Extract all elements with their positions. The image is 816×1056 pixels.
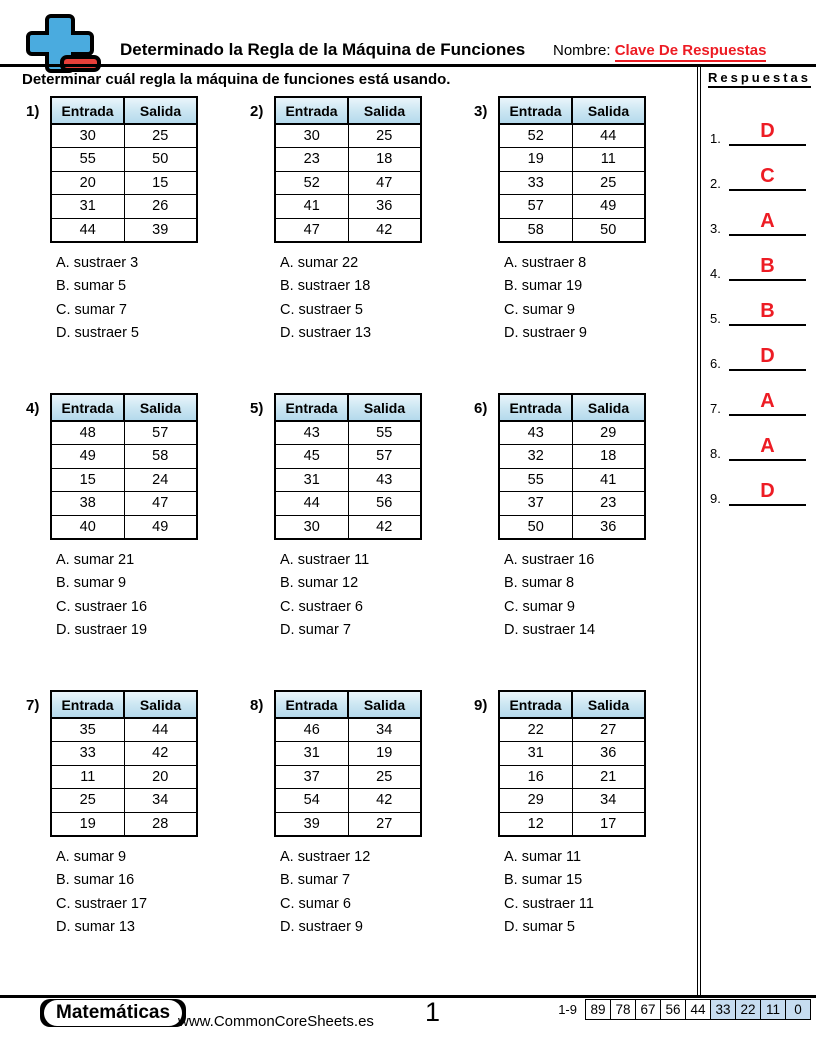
table-row (499, 515, 645, 539)
entrada-value: 52 (499, 124, 572, 148)
choices-list (56, 846, 248, 940)
function-table (274, 96, 422, 243)
entrada-value: 44 (275, 492, 348, 516)
answers-column (697, 67, 816, 995)
entrada-value: 31 (275, 468, 348, 492)
choice-option: B. sumar 7 (280, 872, 351, 888)
answer-letter: A (729, 391, 806, 416)
score-cell: 67 (635, 999, 661, 1020)
choice-option: D. sumar 7 (280, 622, 351, 638)
entrada-value: 33 (499, 171, 572, 195)
choice-option: A. sumar 9 (56, 848, 127, 865)
entrada-value: 43 (275, 421, 348, 445)
salida-value: 41 (572, 468, 645, 492)
choice-option: D. sumar 13 (56, 919, 135, 935)
answer-letter: D (729, 121, 806, 146)
table-row (51, 421, 197, 445)
score-cell: 11 (760, 999, 786, 1020)
salida-value: 36 (572, 742, 645, 766)
salida-value: 20 (124, 765, 197, 789)
problem-block (248, 393, 472, 690)
table-row (275, 421, 421, 445)
brand-name: Matemáticas (44, 1000, 182, 1026)
table-row (275, 789, 421, 813)
problem-number: 9) (474, 697, 488, 714)
page-number: 1 (425, 997, 441, 1027)
answer-letter: B (729, 256, 806, 281)
choice-option: A. sustraer 8 (504, 254, 587, 271)
answer-number: 2. (710, 176, 721, 191)
entrada-value: 35 (51, 718, 124, 742)
answer-letter: A (729, 436, 806, 461)
table-body (499, 421, 645, 539)
table-row (499, 218, 645, 242)
salida-value: 27 (572, 718, 645, 742)
salida-header: Salida (124, 691, 197, 718)
function-table (498, 96, 646, 243)
problem-block (472, 393, 692, 690)
site-url: www.CommonCoreSheets.es (178, 1013, 374, 1030)
problem-number: 1) (26, 103, 40, 120)
table-row (51, 718, 197, 742)
choice-option: A. sustraer 16 (504, 551, 595, 568)
salida-value: 50 (572, 218, 645, 242)
salida-value: 28 (124, 812, 197, 836)
table-row (51, 171, 197, 195)
entrada-header: Entrada (275, 97, 348, 124)
name-line (553, 42, 766, 59)
table-row (499, 171, 645, 195)
problem-block (24, 96, 248, 393)
table-row (275, 812, 421, 836)
entrada-value: 37 (499, 492, 572, 516)
entrada-value: 30 (275, 124, 348, 148)
salida-value: 34 (572, 789, 645, 813)
function-table (274, 393, 422, 540)
entrada-header: Entrada (499, 394, 572, 421)
answer-row (698, 240, 816, 285)
entrada-value: 49 (51, 445, 124, 469)
score-cell: 0 (785, 999, 811, 1020)
entrada-header: Entrada (275, 394, 348, 421)
page-title: Determinado la Regla de la Máquina de Funciones (120, 40, 526, 59)
table-row (275, 492, 421, 516)
table-row (275, 195, 421, 219)
answer-row (698, 375, 816, 420)
problem-number: 5) (250, 400, 264, 417)
entrada-value: 19 (51, 812, 124, 836)
salida-value: 49 (124, 515, 197, 539)
problem-block (472, 690, 692, 987)
entrada-value: 25 (51, 789, 124, 813)
table-row (275, 718, 421, 742)
salida-value: 25 (572, 171, 645, 195)
answer-row (698, 285, 816, 330)
salida-value: 44 (572, 124, 645, 148)
function-table (50, 690, 198, 837)
salida-value: 49 (572, 195, 645, 219)
salida-value: 25 (348, 124, 421, 148)
score-cell: 89 (585, 999, 611, 1020)
entrada-value: 45 (275, 445, 348, 469)
entrada-value: 30 (51, 124, 124, 148)
choices-list (504, 549, 692, 643)
choice-option: A. sumar 21 (56, 551, 135, 568)
choice-option: D. sustraer 9 (504, 325, 587, 341)
answer-letter: B (729, 301, 806, 326)
salida-header: Salida (572, 394, 645, 421)
answer-row (698, 330, 816, 375)
choice-option: A. sumar 22 (280, 254, 359, 271)
entrada-value: 46 (275, 718, 348, 742)
entrada-value: 38 (51, 492, 124, 516)
footer-divider (0, 995, 816, 998)
entrada-value: 31 (499, 742, 572, 766)
entrada-value: 32 (499, 445, 572, 469)
salida-value: 57 (348, 445, 421, 469)
choice-option: D. sustraer 19 (56, 622, 148, 638)
table-row (499, 124, 645, 148)
entrada-value: 55 (51, 148, 124, 172)
entrada-value: 11 (51, 765, 124, 789)
answer-row (698, 465, 816, 510)
answer-number: 7. (710, 401, 721, 416)
table-body (275, 421, 421, 539)
table-row (51, 124, 197, 148)
table-row (51, 468, 197, 492)
answer-row (698, 150, 816, 195)
table-row (499, 445, 645, 469)
choice-option: B. sustraer 18 (280, 278, 371, 294)
entrada-value: 39 (275, 812, 348, 836)
salida-value: 34 (124, 789, 197, 813)
salida-value: 27 (348, 812, 421, 836)
salida-value: 36 (572, 515, 645, 539)
entrada-header: Entrada (51, 691, 124, 718)
entrada-value: 30 (275, 515, 348, 539)
salida-header: Salida (572, 691, 645, 718)
salida-value: 34 (348, 718, 421, 742)
salida-value: 21 (572, 765, 645, 789)
problem-block (472, 96, 692, 393)
choice-option: B. sumar 8 (504, 575, 575, 591)
table-row (51, 515, 197, 539)
table-row (51, 812, 197, 836)
answer-row (698, 195, 816, 240)
entrada-value: 31 (275, 742, 348, 766)
salida-value: 44 (124, 718, 197, 742)
table-row (499, 789, 645, 813)
table-row (51, 218, 197, 242)
instruction-text: Determinar cuál regla la máquina de funciones está usando. (22, 71, 451, 88)
choice-option: B. sumar 19 (504, 278, 583, 294)
entrada-header: Entrada (51, 394, 124, 421)
score-range-label: 1-9 (558, 1002, 577, 1017)
salida-value: 50 (124, 148, 197, 172)
table-row (499, 765, 645, 789)
answer-letter: A (729, 211, 806, 236)
entrada-value: 16 (499, 765, 572, 789)
table-row (51, 148, 197, 172)
table-row (499, 742, 645, 766)
salida-value: 36 (348, 195, 421, 219)
answer-number: 8. (710, 446, 721, 461)
table-body (51, 124, 197, 242)
salida-header: Salida (572, 97, 645, 124)
salida-value: 58 (124, 445, 197, 469)
problem-number: 4) (26, 400, 40, 417)
salida-value: 24 (124, 468, 197, 492)
problem-number: 8) (250, 697, 264, 714)
salida-value: 18 (348, 148, 421, 172)
brand-badge (40, 999, 186, 1027)
answer-letter: D (729, 346, 806, 371)
table-row (499, 468, 645, 492)
table-body (499, 124, 645, 242)
choices-list (56, 252, 248, 346)
score-cell: 33 (710, 999, 736, 1020)
choices-list (280, 252, 472, 346)
entrada-value: 29 (499, 789, 572, 813)
choice-option: D. sumar 5 (504, 919, 575, 935)
entrada-value: 33 (51, 742, 124, 766)
entrada-value: 44 (51, 218, 124, 242)
table-row (275, 468, 421, 492)
choice-option: C. sustraer 16 (56, 598, 148, 615)
salida-value: 15 (124, 171, 197, 195)
choice-option: A. sustraer 12 (280, 848, 371, 865)
answers-list (698, 105, 816, 510)
choice-option: C. sustraer 11 (504, 895, 594, 912)
answers-column-divider (700, 67, 701, 995)
function-table (50, 393, 198, 540)
table-row (275, 148, 421, 172)
salida-value: 29 (572, 421, 645, 445)
entrada-value: 20 (51, 171, 124, 195)
choice-option: C. sustraer 6 (280, 598, 363, 615)
table-row (275, 445, 421, 469)
answer-number: 6. (710, 356, 721, 371)
salida-value: 55 (348, 421, 421, 445)
table-body (499, 718, 645, 836)
table-row (499, 421, 645, 445)
salida-header: Salida (348, 691, 421, 718)
table-row (51, 742, 197, 766)
table-row (499, 195, 645, 219)
choice-option: B. sumar 15 (504, 872, 583, 888)
problem-number: 7) (26, 697, 40, 714)
problem-number: 2) (250, 103, 264, 120)
table-body (275, 124, 421, 242)
salida-header: Salida (348, 97, 421, 124)
choice-option: A. sumar 11 (504, 848, 582, 865)
table-row (275, 218, 421, 242)
table-row (499, 718, 645, 742)
salida-value: 42 (348, 789, 421, 813)
answer-number: 4. (710, 266, 721, 281)
entrada-value: 50 (499, 515, 572, 539)
salida-header: Salida (124, 394, 197, 421)
function-table (50, 96, 198, 243)
choice-option: D. sustraer 9 (280, 919, 363, 935)
entrada-value: 48 (51, 421, 124, 445)
table-body (51, 718, 197, 836)
problem-number: 3) (474, 103, 488, 120)
table-row (499, 812, 645, 836)
table-row (275, 765, 421, 789)
answer-row (698, 105, 816, 150)
answers-heading: Respuestas (708, 70, 811, 88)
problem-block (24, 690, 248, 987)
function-table (498, 393, 646, 540)
table-row (275, 171, 421, 195)
choice-option: B. sumar 16 (56, 872, 135, 888)
table-row (51, 445, 197, 469)
entrada-value: 31 (51, 195, 124, 219)
salida-value: 56 (348, 492, 421, 516)
table-body (275, 718, 421, 836)
table-row (499, 492, 645, 516)
entrada-header: Entrada (499, 691, 572, 718)
salida-value: 25 (124, 124, 197, 148)
choices-list (504, 252, 692, 346)
choices-list (56, 549, 248, 643)
entrada-header: Entrada (499, 97, 572, 124)
entrada-value: 23 (275, 148, 348, 172)
problem-number: 6) (474, 400, 488, 417)
table-body (51, 421, 197, 539)
choice-option: B. sumar 5 (56, 278, 127, 294)
salida-value: 17 (572, 812, 645, 836)
choice-option: B. sumar 9 (56, 575, 127, 591)
score-cell: 22 (735, 999, 761, 1020)
choice-option: C. sustraer 5 (280, 301, 363, 318)
answer-letter: D (729, 481, 806, 506)
score-cell: 78 (610, 999, 636, 1020)
function-table (498, 690, 646, 837)
entrada-value: 58 (499, 218, 572, 242)
salida-value: 42 (124, 742, 197, 766)
table-row (275, 124, 421, 148)
entrada-value: 12 (499, 812, 572, 836)
choice-option: D. sustraer 13 (280, 325, 372, 341)
salida-value: 57 (124, 421, 197, 445)
choice-option: C. sustraer 17 (56, 895, 148, 912)
answer-number: 5. (710, 311, 721, 326)
salida-value: 43 (348, 468, 421, 492)
choice-option: D. sustraer 14 (504, 622, 596, 638)
salida-header: Salida (124, 97, 197, 124)
salida-value: 18 (572, 445, 645, 469)
choices-list (280, 846, 472, 940)
function-table (274, 690, 422, 837)
entrada-value: 43 (499, 421, 572, 445)
salida-value: 26 (124, 195, 197, 219)
salida-header: Salida (348, 394, 421, 421)
entrada-value: 37 (275, 765, 348, 789)
entrada-value: 40 (51, 515, 124, 539)
header-divider (0, 64, 816, 67)
problems-grid (24, 96, 694, 987)
salida-value: 42 (348, 218, 421, 242)
entrada-value: 22 (499, 718, 572, 742)
choices-list (504, 846, 692, 940)
entrada-value: 57 (499, 195, 572, 219)
salida-value: 47 (348, 171, 421, 195)
entrada-value: 47 (275, 218, 348, 242)
entrada-value: 15 (51, 468, 124, 492)
table-row (499, 148, 645, 172)
entrada-value: 52 (275, 171, 348, 195)
name-label: Nombre: (553, 42, 611, 59)
table-row (51, 195, 197, 219)
entrada-header: Entrada (275, 691, 348, 718)
entrada-value: 19 (499, 148, 572, 172)
choice-option: B. sumar 12 (280, 575, 359, 591)
score-cell: 56 (660, 999, 686, 1020)
score-cells (586, 999, 811, 1020)
answer-number: 1. (710, 131, 721, 146)
salida-value: 25 (348, 765, 421, 789)
table-row (51, 765, 197, 789)
choice-option: C. sumar 9 (504, 598, 575, 615)
choice-option: C. sumar 6 (280, 895, 351, 912)
choices-list (280, 549, 472, 643)
choice-option: C. sumar 7 (56, 301, 127, 318)
entrada-value: 55 (499, 468, 572, 492)
table-row (51, 492, 197, 516)
table-row (275, 515, 421, 539)
score-strip (558, 999, 811, 1020)
choice-option: C. sumar 9 (504, 301, 575, 318)
table-row (275, 742, 421, 766)
answer-number: 9. (710, 491, 721, 506)
salida-value: 39 (124, 218, 197, 242)
problem-block (248, 690, 472, 987)
salida-value: 47 (124, 492, 197, 516)
choice-option: A. sustraer 11 (280, 551, 370, 568)
problem-block (248, 96, 472, 393)
answer-letter: C (729, 166, 806, 191)
salida-value: 19 (348, 742, 421, 766)
answer-key-label: Clave De Respuestas (615, 42, 767, 62)
choice-option: A. sustraer 3 (56, 254, 139, 271)
salida-value: 11 (572, 148, 645, 172)
entrada-value: 54 (275, 789, 348, 813)
entrada-value: 41 (275, 195, 348, 219)
score-cell: 44 (685, 999, 711, 1020)
choice-option: D. sustraer 5 (56, 325, 139, 341)
problem-block (24, 393, 248, 690)
salida-value: 42 (348, 515, 421, 539)
entrada-header: Entrada (51, 97, 124, 124)
table-row (51, 789, 197, 813)
salida-value: 23 (572, 492, 645, 516)
answer-number: 3. (710, 221, 721, 236)
answer-row (698, 420, 816, 465)
